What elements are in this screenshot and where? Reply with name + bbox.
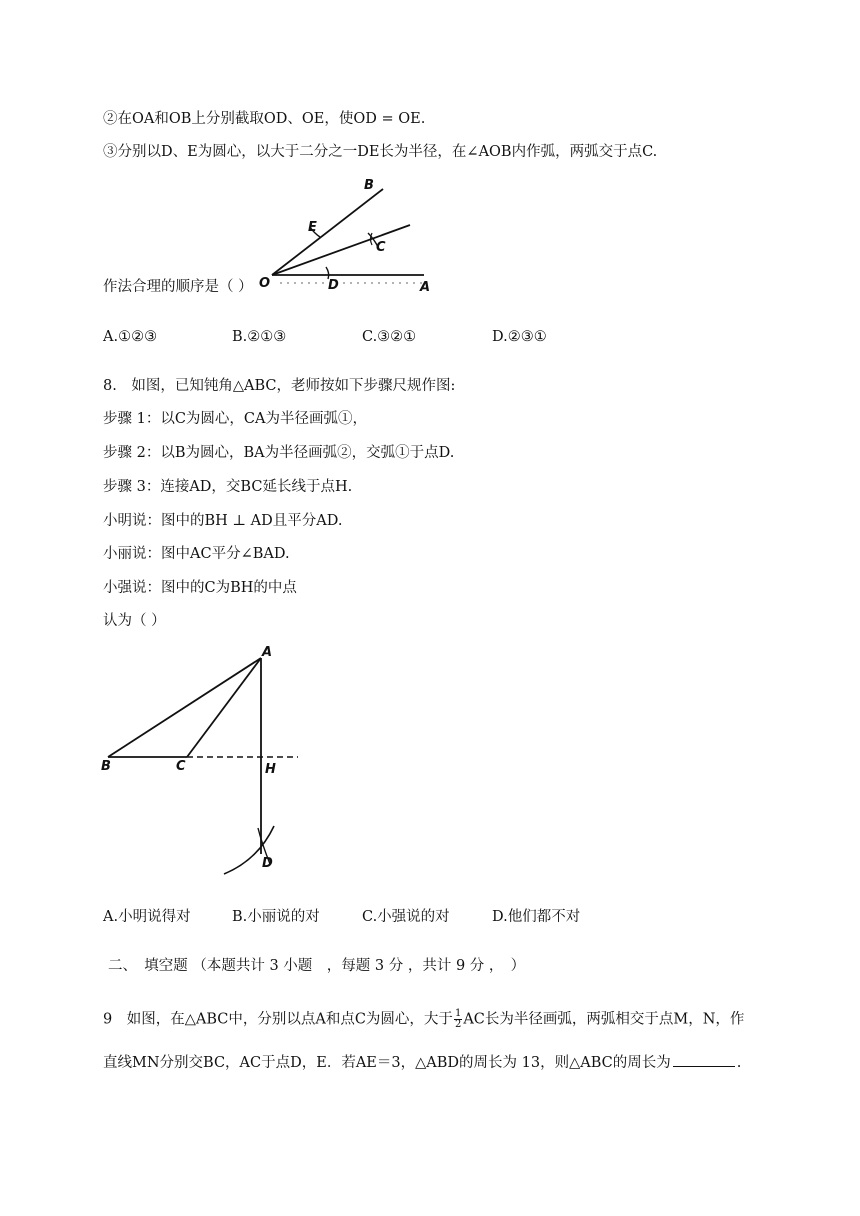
label-B: B [364, 178, 374, 193]
q8-prompt: 认为（ ） [103, 613, 166, 629]
q7-option-d[interactable]: D.②③① [492, 329, 547, 345]
answer-blank[interactable] [673, 1052, 735, 1067]
label-E: E [308, 220, 317, 235]
label-D: D [262, 856, 273, 871]
q9-frac-den: 2 [454, 1019, 462, 1030]
label-H: H [265, 762, 276, 777]
q7-prompt: 作法合理的顺序是（ ） [103, 279, 253, 295]
q9-line1 [103, 1009, 744, 1030]
q7-option-a[interactable]: A.①②③ [103, 329, 158, 345]
q8-xiaoli: 小丽说：图中AC平分∠BAD. [103, 546, 290, 562]
q7-step3: ③分别以D、E为圆心，以大于二分之一DE长为半径，在∠AOB内作弧，两弧交于点C. [103, 144, 658, 160]
q7-option-c[interactable]: C.③②① [362, 329, 417, 345]
label-D: D [328, 278, 339, 293]
q7-option-b[interactable]: B.②①③ [232, 329, 287, 345]
q9-line2-text: 直线MN分别交BC，AC于点D，E．若AE＝3，△ABD的周长为 13，则△ABC的周长为 [103, 1055, 671, 1071]
q9-part2: AC长为半径画弧，两弧相交于点M，N，作 [463, 1011, 745, 1028]
label-C: C [176, 759, 186, 774]
q8-step3: 步骤 3：连接AD，交BC延长线于点H. [103, 479, 353, 495]
label-A: A [420, 280, 431, 295]
q9-part1: 9 如图，在△ABC中，分别以点A和点C为圆心，大于 [103, 1011, 453, 1028]
q7-angle-figure [250, 175, 450, 295]
q8-step2: 步骤 2：以B为圆心，BA为半径画弧②，交弧①于点D. [103, 445, 455, 461]
q8-xiaoming: 小明说：图中的BH ⊥ AD且平分AD. [103, 513, 343, 529]
q8-option-b[interactable]: B.小丽说的对 [232, 909, 320, 925]
label-A: A [262, 645, 273, 660]
q8-stem: 8. 如图，已知钝角△ABC，老师按如下步骤尺规作图: [103, 378, 456, 394]
q8-xiaoqiang: 小强说：图中的C为BH的中点 [103, 580, 297, 596]
q9-line2-end: . [736, 1055, 742, 1071]
q7-step2: ②在OA和OB上分别截取OD、OE，使OD = OE. [103, 111, 426, 127]
q9-fraction [454, 1009, 462, 1030]
q8-option-c[interactable]: C.小强说的对 [362, 909, 450, 925]
q8-option-d[interactable]: D.他们都不对 [492, 909, 581, 925]
q8-option-a[interactable]: A.小明说得对 [103, 909, 191, 925]
q9-line2 [103, 1052, 741, 1073]
q8-triangle-figure [98, 640, 308, 880]
section2-title: 二、 填空题 （本题共计 3 小题 ，每题 3 分 ，共计 9 分 ， ） [108, 958, 526, 974]
label-B: B [101, 759, 111, 774]
q8-step1: 步骤 1：以C为圆心，CA为半径画弧①， [103, 411, 367, 427]
label-O: O [259, 276, 271, 291]
label-C: C [376, 240, 386, 255]
q9-frac-num: 1 [454, 1008, 462, 1019]
